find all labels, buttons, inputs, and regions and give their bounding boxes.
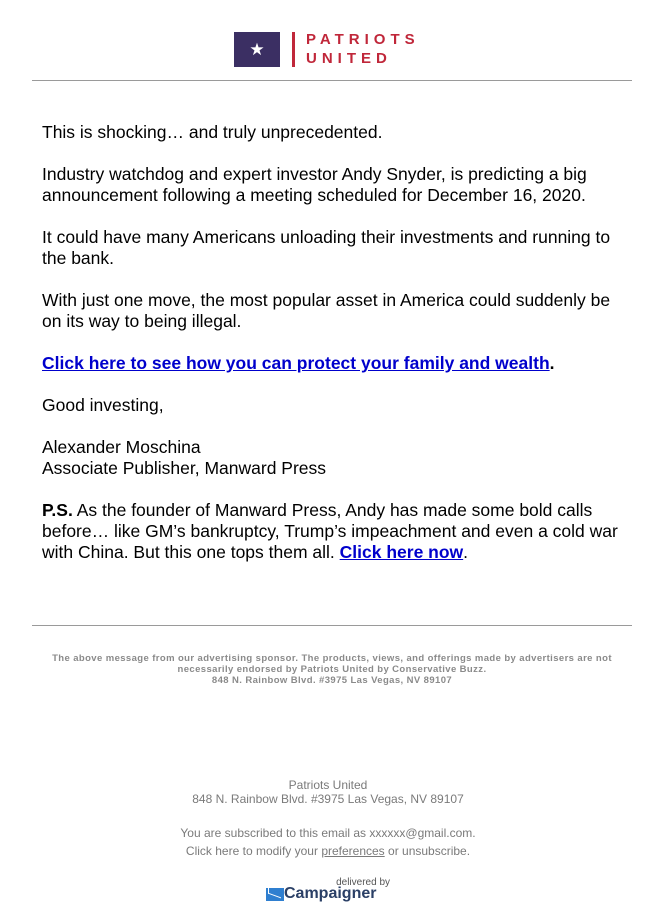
email-body (42, 122, 622, 584)
paragraph-2: Industry watchdog and expert investor Andy Snyder, is predicting a big announcement following a meeting scheduled for December 16, 2020. (42, 164, 587, 205)
star-icon: ★ (234, 32, 280, 67)
modify-suffix: or unsubscribe. (384, 844, 471, 858)
cta-period: . (549, 353, 555, 373)
postscript (42, 500, 622, 563)
modify-line (0, 844, 656, 858)
patriots-united-logo[interactable] (234, 30, 444, 68)
click-here-now-link[interactable]: Click here now (339, 542, 464, 562)
subscription-notice: You are subscribed to this email as xxxxxx@gmail.com. (180, 826, 476, 840)
footer-address: 848 N. Rainbow Blvd. #3975 Las Vegas, NV 89107 (192, 792, 464, 806)
ps-label: P.S. (42, 500, 73, 520)
protect-family-link[interactable]: Click here to see how you can protect your family and wealth (42, 353, 550, 373)
footer-spacer (0, 806, 656, 826)
envelope-icon (266, 888, 284, 901)
logo-divider (292, 32, 295, 67)
ps-period: . (463, 542, 469, 562)
cta-paragraph (42, 353, 622, 374)
sponsor-disclaimer (32, 653, 632, 686)
ps-text: As the founder of Manward Press, Andy has made some bold calls before… like GM’s bankruptcy, Trump’s impeachment and even a cold war with China. But this one tops them all. (42, 500, 618, 562)
logo-line-2: UNITED (306, 50, 392, 67)
signature (42, 437, 622, 479)
email-header (32, 0, 632, 81)
disclaimer-text: The above message from our advertising sponsor. The products, views, and offerings made by advertisers are not necessarily endorsed by Patriots United by Conservative Buzz. (52, 653, 612, 675)
paragraph-4: With just one move, the most popular asset in America could suddenly be on its way to being illegal. (42, 290, 611, 331)
delivered-by-label: delivered by (336, 877, 390, 888)
email-footer (0, 778, 656, 858)
disclaimer-address: 848 N. Rainbow Blvd. #3975 Las Vegas, NV 89107 (211, 675, 453, 686)
footer-divider (32, 625, 632, 626)
logo-line-1: PATRIOTS (306, 31, 420, 48)
signature-name: Alexander Moschina (42, 437, 201, 457)
paragraph-3: It could have many Americans unloading their investments and running to the bank. (42, 227, 611, 268)
preferences-link[interactable]: preferences (321, 844, 385, 858)
closing: Good investing, (42, 395, 164, 415)
footer-org: Patriots United (288, 778, 368, 792)
logo-wordmark (306, 30, 420, 68)
campaigner-wordmark: Campaigner (284, 885, 377, 902)
campaigner-badge[interactable] (266, 876, 390, 906)
modify-prefix: Click here to modify your (185, 844, 322, 858)
signature-title: Associate Publisher, Manward Press (42, 458, 327, 478)
paragraph-1: This is shocking… and truly unprecedented. (42, 122, 383, 142)
